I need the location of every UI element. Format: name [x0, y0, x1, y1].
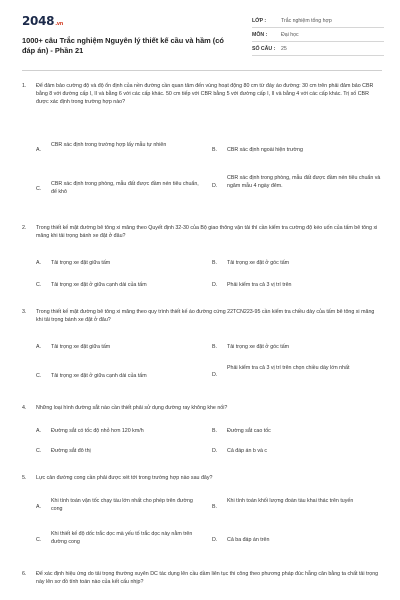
- meta-row-count: [252, 42, 384, 56]
- option-text: Tải trọng xe đặt ở giữa cạnh dài của tấm: [51, 373, 147, 379]
- meta-label: LỚP :: [252, 17, 267, 24]
- question-4-option-d[interactable]: [212, 447, 382, 455]
- question-text: Để đảm bảo cường độ và độ ổn định của nền đường cần quan tâm đến vùng hoạt động 80 cm từ đáy áo đường: 30 cm trên phải đảm bảo CBR bằng 8 với đường cấp I, II và bằng 6 với các cấp khác. 50 cm tiếp với CBR bằng 5 với đường cấp I, II và bằng 4 với các cấp khác. Trị số CBR được xác định trong trường hợp nào?: [36, 83, 374, 106]
- question-5-option-a[interactable]: [36, 497, 204, 513]
- question-4-option-c[interactable]: [36, 447, 204, 455]
- option-text: Khi tính toán vận tốc chạy tàu lớn nhất cho phép trên đường cong: [51, 498, 193, 513]
- option-text: Tải trọng xe đặt giữa tấm: [51, 260, 111, 266]
- option-letter: A.: [36, 344, 42, 350]
- option-text: Cả ba đáp án trên: [227, 537, 270, 543]
- question-text: Lực cản đường cong cần phải được xét tới trong trường hợp nào sau đây?: [36, 475, 213, 481]
- option-text: CBR xác định trong phòng, mẫu đất được đầm nén tiêu chuẩn và ngâm mẫu 4 ngày đêm.: [227, 175, 381, 190]
- question-2: [22, 224, 382, 240]
- question-2-option-b[interactable]: [212, 259, 382, 267]
- option-letter: C.: [36, 186, 42, 192]
- question-2-option-a[interactable]: [36, 259, 204, 267]
- question-text: Trong thiết kế mặt đường bê tông xi măng theo Quyết định 32-30 của Bộ giao thông vận tải thì cần kiểm tra cường độ kéo uốn của tấm bê tông xi măng khi tải trọng bánh xe đặt ở đâu?: [36, 225, 378, 240]
- option-text: Đường sắt đô thị: [51, 448, 91, 454]
- option-letter: A.: [36, 147, 42, 153]
- question-2-option-c[interactable]: [36, 281, 204, 289]
- option-text: Khi thiết kế độ dốc trắc dọc mà yếu tố trắc dọc này nằm trên đường cong: [51, 531, 193, 546]
- option-letter: C.: [36, 537, 42, 543]
- meta-value: 25: [281, 45, 287, 52]
- question-number: 3.: [22, 309, 27, 315]
- option-text: Phải kiểm tra cả 3 vị trí trên: [227, 282, 292, 288]
- question-number: 2.: [22, 225, 27, 231]
- option-letter: B.: [212, 428, 218, 434]
- document-title: 1000+ câu Trắc nghiệm Nguyên lý thiết kế cầu và hầm (có đáp án) - Phần 21: [22, 36, 224, 55]
- question-1: [22, 82, 382, 107]
- question-4-option-a[interactable]: [36, 427, 204, 435]
- meta-row-class: [252, 14, 384, 28]
- option-letter: B.: [212, 147, 218, 153]
- question-1-option-b[interactable]: [212, 146, 382, 154]
- meta-label: SỐ CÂU :: [252, 45, 276, 52]
- question-3-option-c[interactable]: [36, 372, 204, 380]
- question-5-option-b[interactable]: [212, 497, 382, 510]
- option-text: Đường sắt cao tốc: [227, 428, 271, 434]
- question-number: 1.: [22, 83, 27, 89]
- question-5-option-d[interactable]: [212, 536, 382, 544]
- option-letter: B.: [212, 504, 218, 510]
- question-1-option-c[interactable]: [36, 180, 204, 196]
- option-text: Tải trọng xe đặt giữa tấm: [51, 344, 111, 350]
- meta-row-subject: [252, 28, 384, 42]
- option-text: Tải trọng xe đặt ở góc tấm: [227, 344, 290, 350]
- option-letter: B.: [212, 344, 218, 350]
- option-text: Tải trọng xe đặt ở góc tấm: [227, 260, 290, 266]
- question-text: Những loại hình đường sắt nào cần thiết phải sử dụng đường ray không khe nối?: [36, 405, 228, 411]
- option-letter: D.: [212, 537, 218, 543]
- option-letter: D.: [212, 282, 218, 288]
- question-number: 6.: [22, 571, 27, 577]
- option-letter: A.: [36, 260, 42, 266]
- header-divider: [22, 70, 382, 71]
- option-letter: B.: [212, 260, 218, 266]
- question-2-option-d[interactable]: [212, 281, 382, 289]
- question-6: [22, 570, 382, 586]
- option-text: Tải trọng xe đặt ở giữa cạnh dài của tấm: [51, 282, 147, 288]
- meta-value: Đại học: [281, 31, 299, 38]
- meta-table: [252, 14, 384, 56]
- meta-label: MÔN :: [252, 31, 268, 38]
- option-letter: C.: [36, 373, 42, 379]
- option-text: Cả đáp án b và c: [227, 448, 268, 454]
- option-letter: A.: [36, 504, 42, 510]
- option-text: CBR xác định ngoài hiện trường: [227, 147, 303, 153]
- question-3: [22, 308, 382, 324]
- option-letter: D.: [212, 183, 218, 189]
- question-3-option-d[interactable]: [212, 364, 382, 378]
- question-number: 4.: [22, 405, 27, 411]
- question-4-option-b[interactable]: [212, 427, 382, 435]
- option-letter: C.: [36, 448, 42, 454]
- option-letter: A.: [36, 428, 42, 434]
- question-text: Để xác định hiệu ứng do tải trọng thường xuyên DC tác dụng lên cầu dầm liên tục thi công theo phương pháp đúc hẫng cân bằng ta chất tải trọng này lên sơ đồ tính toán nào của kết cấu nhịp?: [36, 571, 379, 586]
- question-text: Trong thiết kế mặt đường bê tông xi măng theo quy trình thiết kế áo đường cứng 22TCN223-95 cần kiểm tra chiều dày của tấm bê tông xi măng khi tải trọng bánh xe đặt ở đâu?: [36, 309, 375, 324]
- option-letter: D.: [212, 448, 218, 454]
- question-1-option-a[interactable]: [36, 141, 204, 153]
- question-3-option-a[interactable]: [36, 343, 204, 351]
- meta-value: Trắc nghiệm tổng hợp: [281, 17, 332, 24]
- option-text: CBR xác định trong trường hợp lấy mẫu tự nhiên: [51, 142, 167, 148]
- question-number: 5.: [22, 475, 27, 481]
- question-4: [22, 404, 382, 412]
- option-letter: D.: [212, 372, 218, 378]
- option-text: Khi tính toán khối lượng đoàn tàu khai thác trên tuyến: [227, 498, 354, 504]
- question-1-option-d[interactable]: [212, 174, 382, 190]
- option-text: Đường sắt có tốc độ nhỏ hơn 120 km/h: [51, 428, 144, 434]
- option-text: Phải kiểm tra cả 3 vị trí trên chọn chiều dày lớn nhất: [227, 365, 350, 371]
- site-logo[interactable]: [22, 14, 63, 28]
- question-3-option-b[interactable]: [212, 343, 382, 351]
- logo-suffix-text: .vn: [55, 21, 64, 27]
- option-letter: C.: [36, 282, 42, 288]
- question-5-option-c[interactable]: [36, 530, 204, 546]
- option-text: CBR xác định trong phòng, mẫu đất được đầm nén tiêu chuẩn, để khô: [51, 181, 199, 196]
- page-header: [22, 12, 382, 62]
- question-5: [22, 474, 382, 482]
- logo-main-text: 2048: [22, 14, 55, 28]
